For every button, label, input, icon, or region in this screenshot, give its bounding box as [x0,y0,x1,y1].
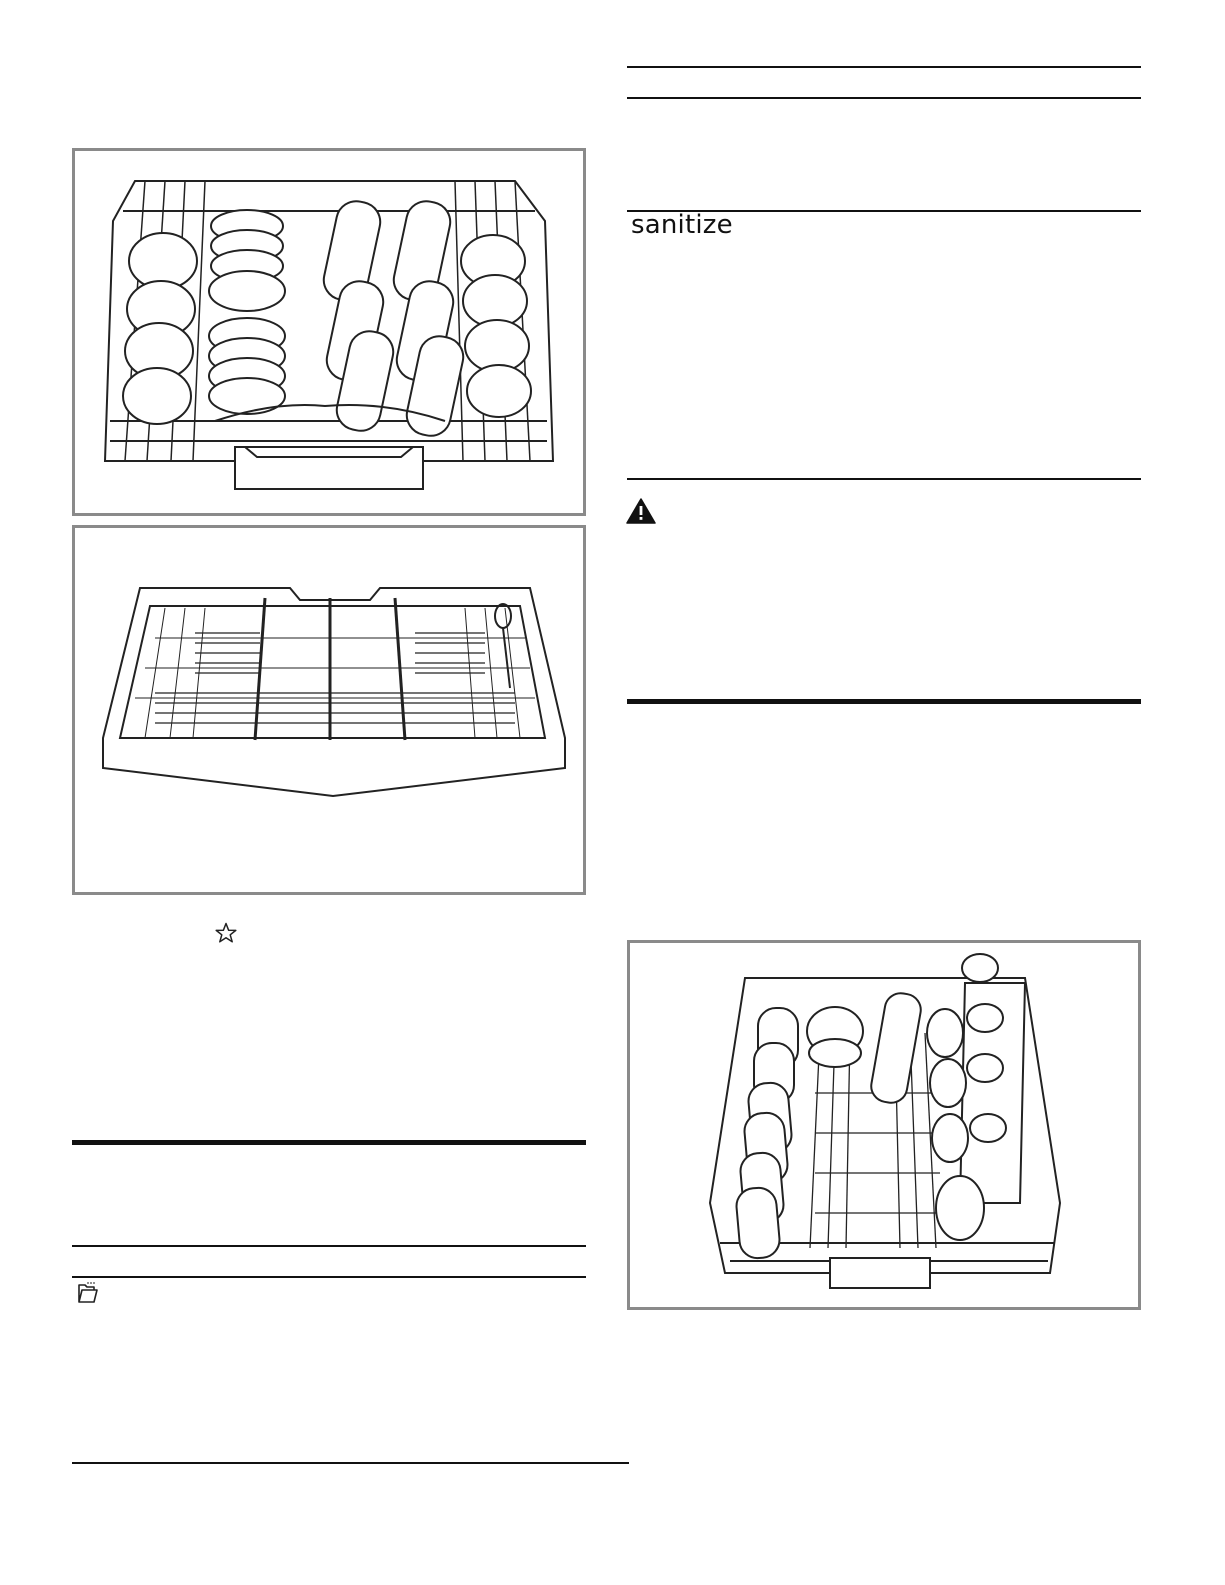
star-outline-icon [215,922,237,944]
figure-upper-rack-dishes [72,148,586,516]
section-rule-thick-left [72,1140,586,1145]
open-folder-icon [76,1281,100,1305]
figure-cutlery-tray [72,525,586,895]
cutlery-tray-illustration [75,528,583,892]
figure-lower-rack-glasses [627,940,1141,1310]
table-rule-top [627,66,1141,68]
section-rule-left-2 [72,1276,586,1278]
lower-rack-illustration [630,943,1138,1307]
section-rule-thick-right [627,699,1141,704]
footnote-rule [72,1462,629,1464]
table-rule-4 [627,478,1141,480]
warning-triangle-icon [626,498,656,524]
sanitize-term: sanitize [631,210,733,240]
table-rule-2 [627,97,1141,99]
upper-rack-illustration [75,151,583,513]
section-rule-left-1 [72,1245,586,1247]
